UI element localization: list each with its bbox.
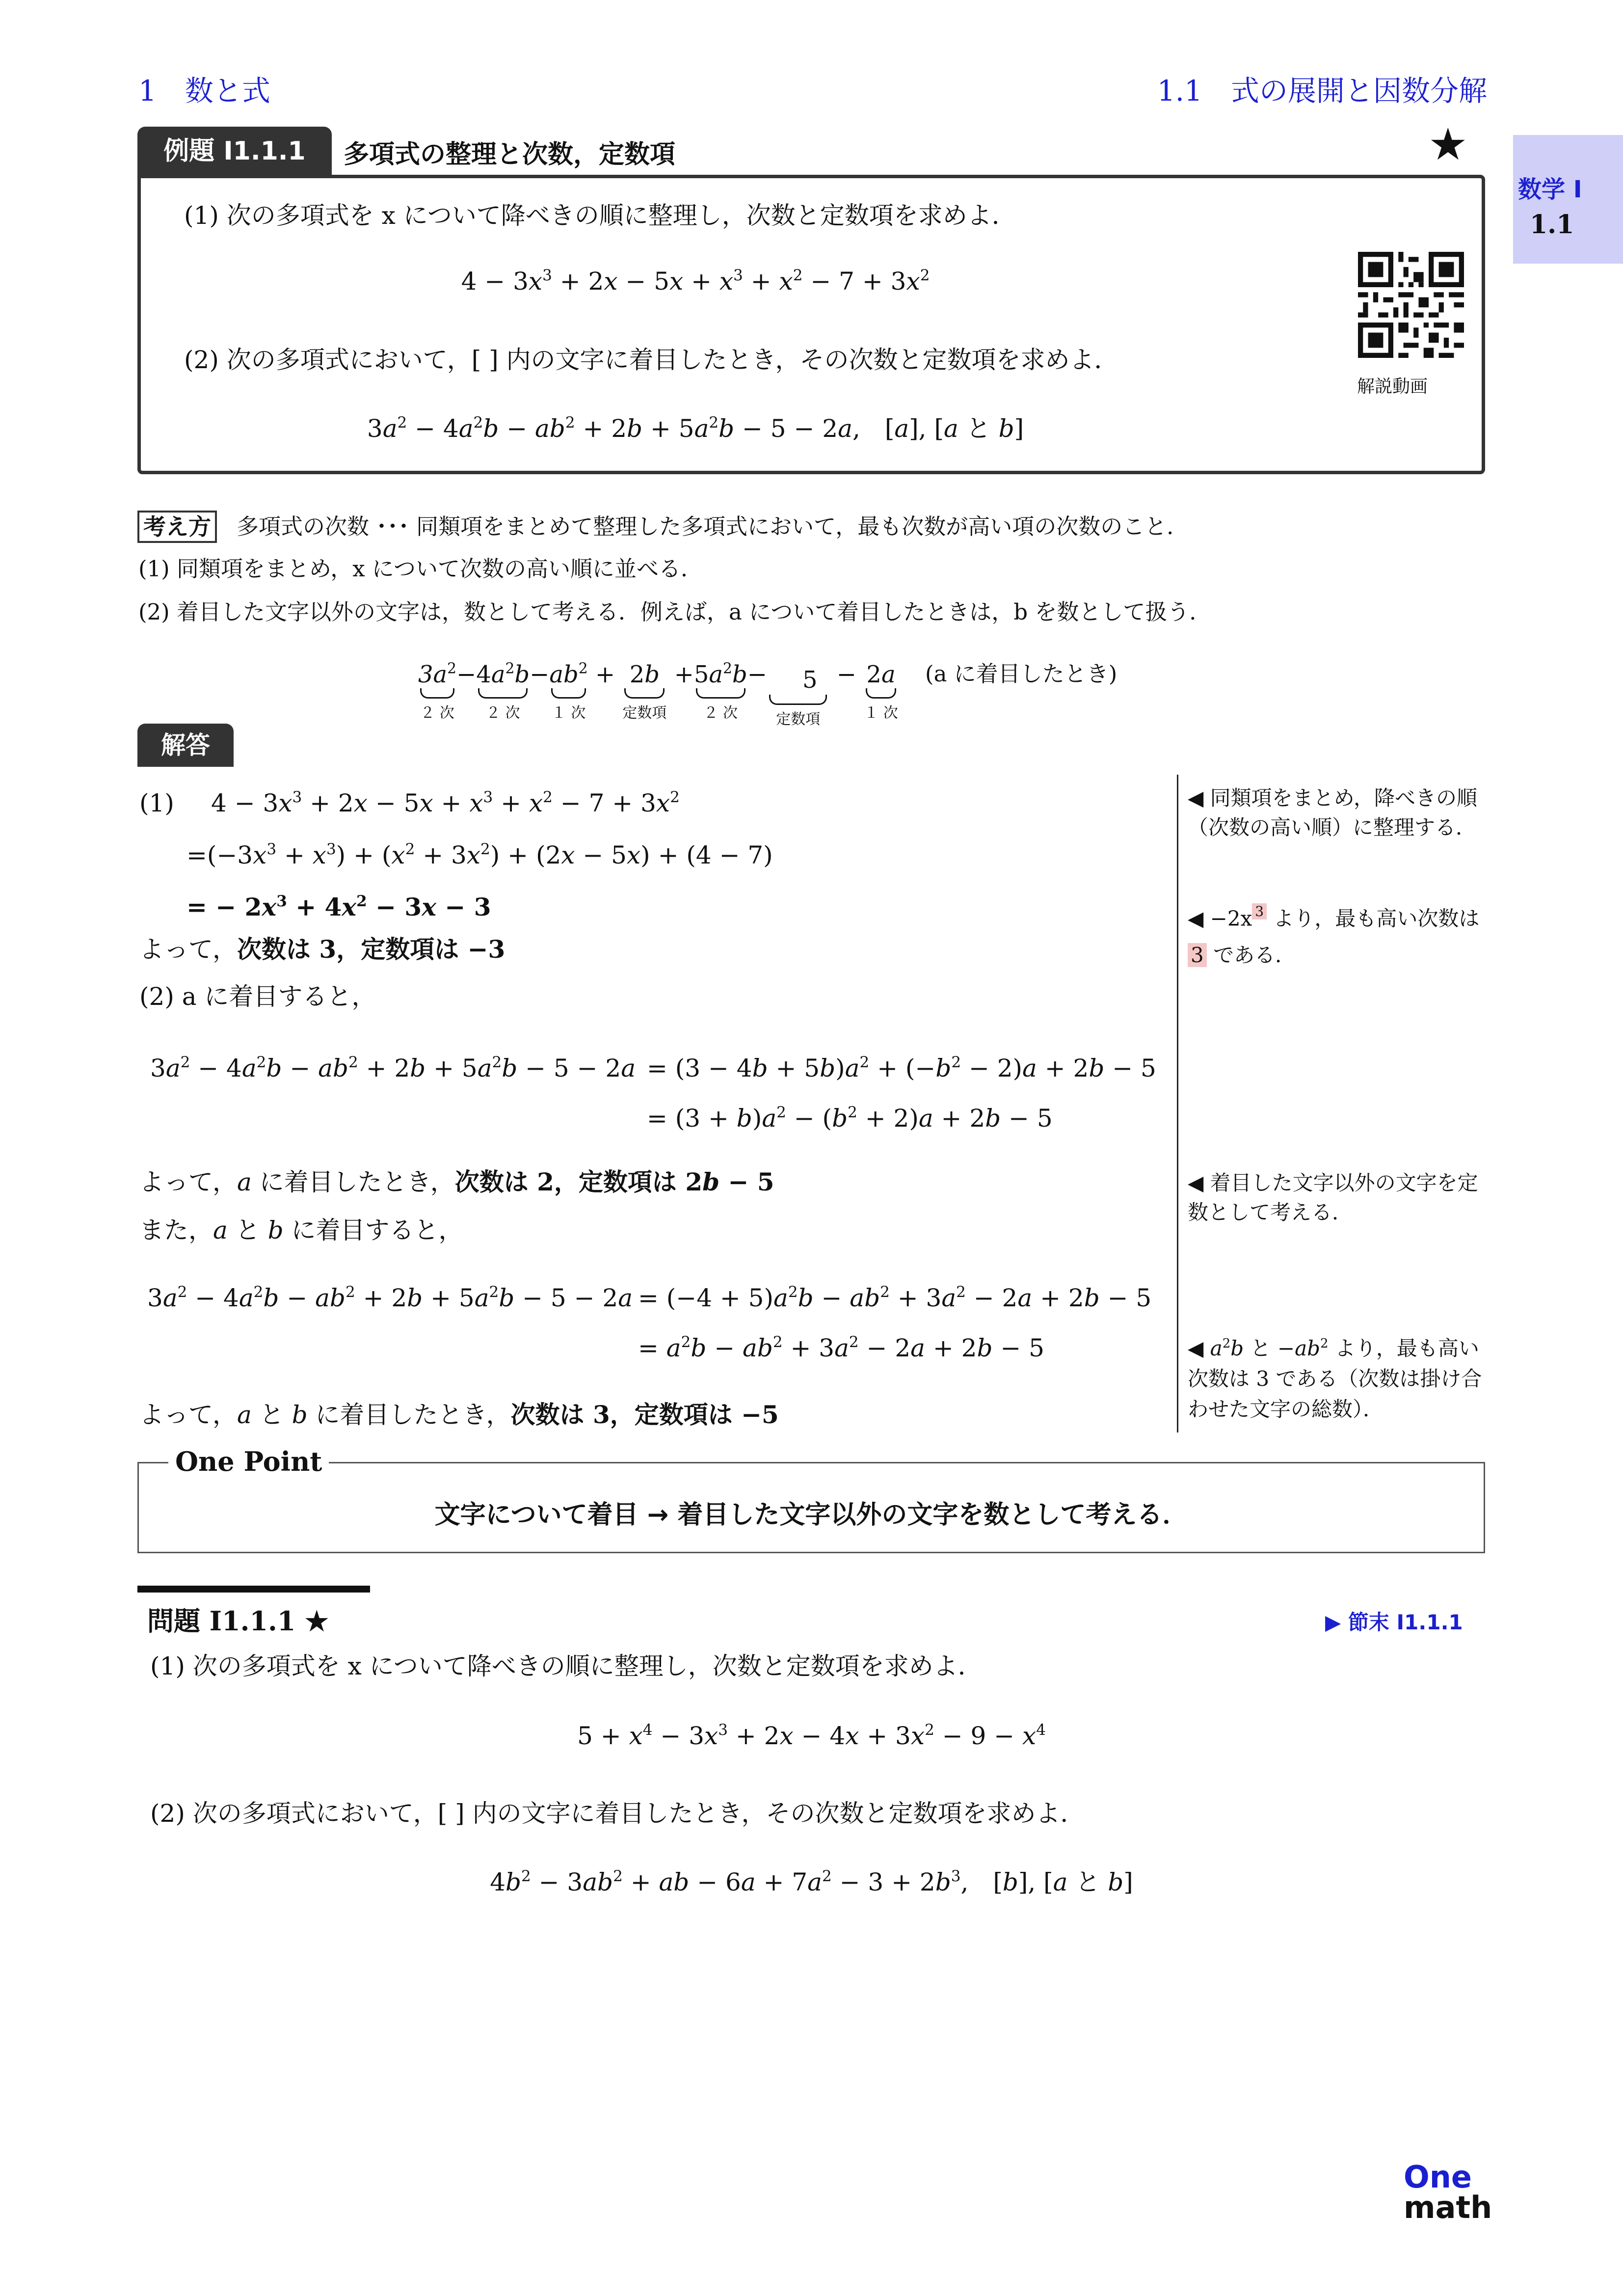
answer-2-expr-left: $3a^2 - 4a^2b - ab^2 + 2b + 5a^2b - 5 - 2a$ <box>150 1053 636 1082</box>
underbrace-term: $3a^2$ ２ 次 <box>418 660 457 722</box>
note-2 <box>1188 893 1482 973</box>
section-header[interactable]: 1.1 式の展開と因数分解 <box>1157 74 1487 108</box>
answer-1-result: = − $2x^3 + 4x^2 - 3x - 3$ <box>186 892 491 921</box>
approach-tag: 考え方 <box>137 511 217 543</box>
answer-1-expr: $4 - 3x^3 + 2x - 5x + x^3 + x^2 - 7 + 3x^2$ <box>211 788 680 817</box>
underbrace-row: $3a^2$ ２ 次 $-4a^2b$ ２ 次 $-ab^2$ １ 次 + 2b 定数項 $+5a^2b$ ２ 次 − 5 定数項 − 2a １ 次 (a に着目したとき) <box>418 660 1117 728</box>
answer-2-ab-right: = $(-4 + 5)a^2b - ab^2 + 3a^2 - 2a + 2b - 5$ <box>638 1283 1152 1312</box>
approach-line-0: 多項式の次数 ･･･ 同類項をまとめて整理した多項式において，最も次数が高い項の次数のこと． <box>237 513 1189 540</box>
qr-code-icon[interactable] <box>1358 252 1464 358</box>
onepoint-box <box>137 1446 1485 1553</box>
problem-q2-expr: $4b^2 - 3ab^2$ + ab − $6a + 7a^2 - 3 + 2b^3$, [b], [a と b] <box>490 1867 1133 1896</box>
star-icon: ★ <box>1428 119 1468 170</box>
note-4: ◀ $a^2b$ と $-ab^2$ より，最も高い次数は 3 である（次数は掛け合わせた文字の総数）． <box>1188 1336 1482 1421</box>
qr-caption: 解説動画 <box>1357 377 1428 397</box>
underbrace-term: $5a^2b$ ２ 次 <box>693 660 747 722</box>
underbrace-term: $4a^2b$ ２ 次 <box>476 660 530 722</box>
answer-2-ab-conclusion: よって，a と b に着目したとき，次数は 3，定数項は −5 <box>139 1400 779 1429</box>
side-tab[interactable] <box>1513 135 1623 264</box>
answer-2-expr-right-2: = $(3 + b)a^2 - (b^2 + 2)a + 2b - 5$ <box>647 1103 1053 1133</box>
problem-q1: (1) 次の多項式を x について降べきの順に整理し，次数と定数項を求めよ． <box>150 1652 983 1680</box>
answer-1-label: (1) <box>139 789 174 817</box>
answer-2-ab-left: $3a^2 - 4a^2b - ab^2 + 2b + 5a^2b - 5 - 2a$ <box>147 1283 633 1312</box>
answer-1-conclusion-bold: 次数は 3，定数項は −3 <box>237 935 506 964</box>
answer-divider <box>1177 775 1178 1432</box>
note-3: ◀ 着目した文字以外の文字を定数として考える． <box>1188 1171 1478 1224</box>
onepoint-title: One Point <box>168 1446 329 1477</box>
underbrace-term: 2a １ 次 <box>864 661 898 722</box>
problem-rule <box>137 1586 370 1593</box>
note-1: ◀ 同類項をまとめ，降べきの順（次数の高い順）に整理する． <box>1188 786 1477 839</box>
underbrace-term: $ab^2$ １ 次 <box>549 660 588 722</box>
approach-line-2: (2) 着目した文字以外の文字は，数として考える．例えば，a について着目したときは，b を数として扱う． <box>138 599 1212 625</box>
note-2-mid: より，最も高い次数は <box>1267 906 1480 931</box>
problem-link[interactable]: ▶ 節末 I1.1.1 <box>1325 1610 1463 1634</box>
problem-q1-expr: $5 + x^4 - 3x^3 + 2x - 4x + 3x^2 - 9 - x^4$ <box>577 1721 1046 1750</box>
underbrace-term: 5 定数項 <box>767 661 829 729</box>
underbrace-term: 2b 定数項 <box>622 661 667 722</box>
answer-2-ab-right-2: = $a^2b - ab^2 + 3a^2 - 2a + 2b - 5$ <box>638 1333 1044 1362</box>
side-tab-section: 1.1 <box>1530 210 1574 240</box>
onepoint-text: 文字について着目 → 着目した文字以外の文字を数として考える． <box>434 1500 1188 1530</box>
note-2-sup: 3 <box>1252 903 1267 919</box>
answer-tag: 解答 <box>137 724 234 767</box>
approach-line-1: (1) 同類項をまとめ，x について次数の高い順に並べる． <box>138 556 703 582</box>
example-box <box>137 175 1485 474</box>
side-tab-subject: 数学 I <box>1518 176 1582 203</box>
example-tag-label: 例題 I1.1.1 <box>163 136 306 166</box>
example-q1-expr: $4 - 3x^3 + 2x - 5x + x^3 + x^2 - 7 + 3x^2$ <box>461 266 930 296</box>
answer-1-conclusion: よって，次数は 3，定数項は −3 <box>139 935 506 964</box>
onemath-logo <box>1404 2159 1492 2225</box>
answer-1-step2: $=(-3x^3 + x^3) + (x^2 + 3x^2) + (2x - 5x) + (4 - 7)$ <box>186 840 773 869</box>
example-q2: (2) 次の多項式において，[ ] 内の文字に着目したとき，その次数と定数項を求めよ． <box>184 346 1119 374</box>
logo-line-2: math <box>1404 2189 1492 2225</box>
example-tag <box>137 127 332 176</box>
answer-2-conclusion: よって，a に着目したとき，次数は 2，定数項は 2b − 5 <box>139 1167 774 1196</box>
answer-2-ab-intro: また，a と b に着目すると， <box>139 1216 463 1244</box>
logo-line-1: One <box>1404 2159 1472 2195</box>
note-2-post: である． <box>1206 943 1296 967</box>
example-title: 多項式の整理と次数，定数項 <box>344 140 676 169</box>
answer-2-expr-right: = $(3 - 4b + 5b)a^2 + (-b^2 - 2)a + 2b - 5$ <box>647 1053 1156 1082</box>
note-2-pre: ◀ −2x <box>1188 906 1252 931</box>
problem-title: 問題 I1.1.1 ★ <box>147 1605 329 1637</box>
underbrace-note: (a に着目したとき) <box>925 661 1117 687</box>
note-2-highlight: 3 <box>1188 943 1207 967</box>
example-q1: (1) 次の多項式を x について降べきの順に整理し，次数と定数項を求めよ． <box>184 201 1016 230</box>
example-q2-expr: $3a^2 - 4a^2b - ab^2 + 2b + 5a^2b - 5 - 2a$, [a], [a と b] <box>367 413 1024 443</box>
answer-2-intro: (2) a に着目すると， <box>139 982 376 1011</box>
chapter-header[interactable]: 1 数と式 <box>138 74 270 108</box>
problem-q2: (2) 次の多項式において，[ ] 内の文字に着目したとき，その次数と定数項を求めよ． <box>150 1799 1085 1828</box>
